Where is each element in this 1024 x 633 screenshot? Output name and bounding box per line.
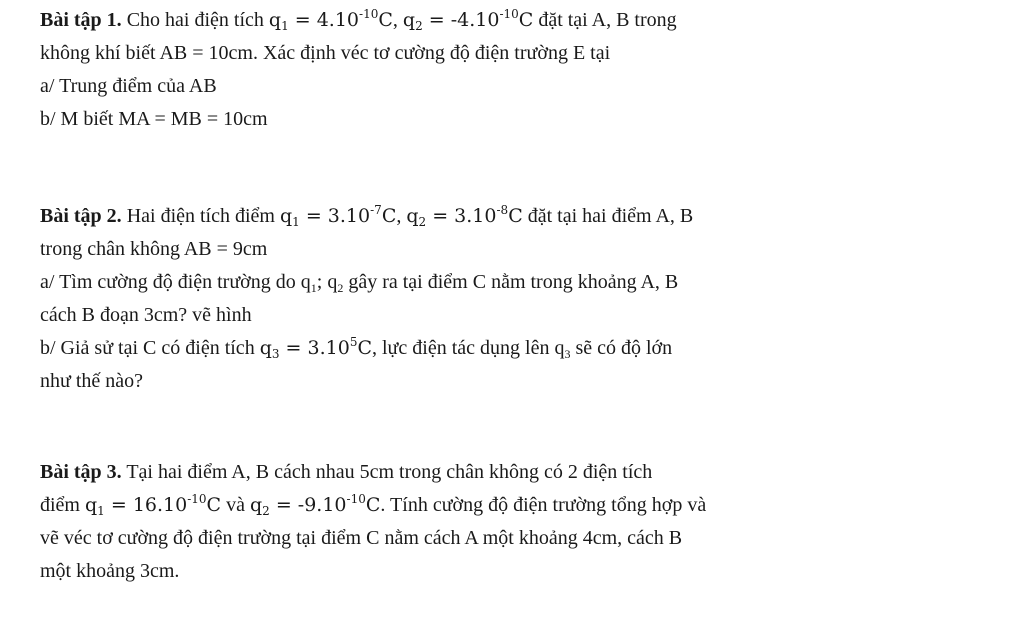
exercise-2-part-b: b/ Giả sử tại C có điện tích $q_3 = 3.10^5C$, lực điện tác dụng lên $q_3$ sẽ có độ lớn <box>40 335 673 361</box>
exercise-2-label: Bài tập 2. <box>40 205 122 227</box>
exercise-3-q1: $q_1 = 16.10^{-10}C$ <box>85 492 222 518</box>
exercise-2-line-1-tail: đặt tại hai điểm A, B <box>527 205 694 227</box>
exercise-2-q3: $q_3 = 3.10^5C$ <box>259 335 372 361</box>
exercise-1-q1: $q_1 = 4.10^{-10}C$ <box>268 7 393 33</box>
exercise-3-line-1-text: Tại hai điểm A, B cách nhau 5cm trong chân không có 2 điện tích <box>126 461 653 483</box>
exercise-3-line-3: vẽ véc tơ cường độ điện trường tại điểm C nằm cách A một khoảng 4cm, cách B <box>40 527 683 549</box>
exercise-3-line-2: điểm $q_1 = 16.10^{-10}C$ và $q_2 = -9.10^{-10}C$. Tính cường độ điện trường tổng hợp và <box>40 492 707 518</box>
exercise-3-q2: $q_2 = -9.10^{-10}C$ <box>249 492 381 518</box>
exercise-2-line-2: trong chân không AB = 9cm <box>40 238 268 260</box>
exercise-1-intro: Cho hai điện tích <box>126 9 264 31</box>
exercise-2 <box>40 200 1000 398</box>
exercise-2-part-b-line-2: như thế nào? <box>40 370 144 392</box>
exercise-2-part-a: a/ Tìm cường độ điện trường do $q_1$; $q_2$ gây ra tại điểm C nằm trong khoảng A, B <box>40 271 679 295</box>
exercise-2-line-1: Bài tập 2. Hai điện tích điểm $q_1 = 3.10^{-7}C$, $q_2 = 3.10^{-8}C$ đặt tại hai điểm A, B <box>40 203 694 229</box>
exercise-3-label: Bài tập 3. <box>40 461 122 483</box>
exercise-2-q1: $q_1 = 3.10^{-7}C$ <box>279 203 397 229</box>
exercise-1 <box>40 4 1000 136</box>
exercise-1-line-2: không khí biết AB = 10cm. Xác định véc tơ cường độ điện trường E tại <box>40 42 611 64</box>
exercise-3-line-1 <box>40 456 1000 489</box>
exercise-3 <box>40 456 1000 588</box>
exercise-1-part-a: a/ Trung điểm của AB <box>40 75 217 97</box>
exercise-3-line-4: một khoảng 3cm. <box>40 560 180 582</box>
exercise-1-line-1: Bài tập 1. Cho hai điện tích $q_1 = 4.10^{-10}C$, $q_2 = -4.10^{-10}C$ đặt tại A, B trong <box>40 7 677 33</box>
exercise-1-q2: $q_2 = -4.10^{-10}C$ <box>402 7 534 33</box>
exercise-1-line-1-tail: đặt tại A, B trong <box>538 9 677 31</box>
exercise-2-q2: $q_2 = 3.10^{-8}C$ <box>406 203 523 229</box>
exercise-1-part-b: b/ M biết MA = MB = 10cm <box>40 108 268 130</box>
exercise-2-part-a-line-2: cách B đoạn 3cm? vẽ hình <box>40 304 252 326</box>
exercise-2-intro: Hai điện tích điểm <box>126 205 275 227</box>
exercise-1-label: Bài tập 1. <box>40 9 122 31</box>
